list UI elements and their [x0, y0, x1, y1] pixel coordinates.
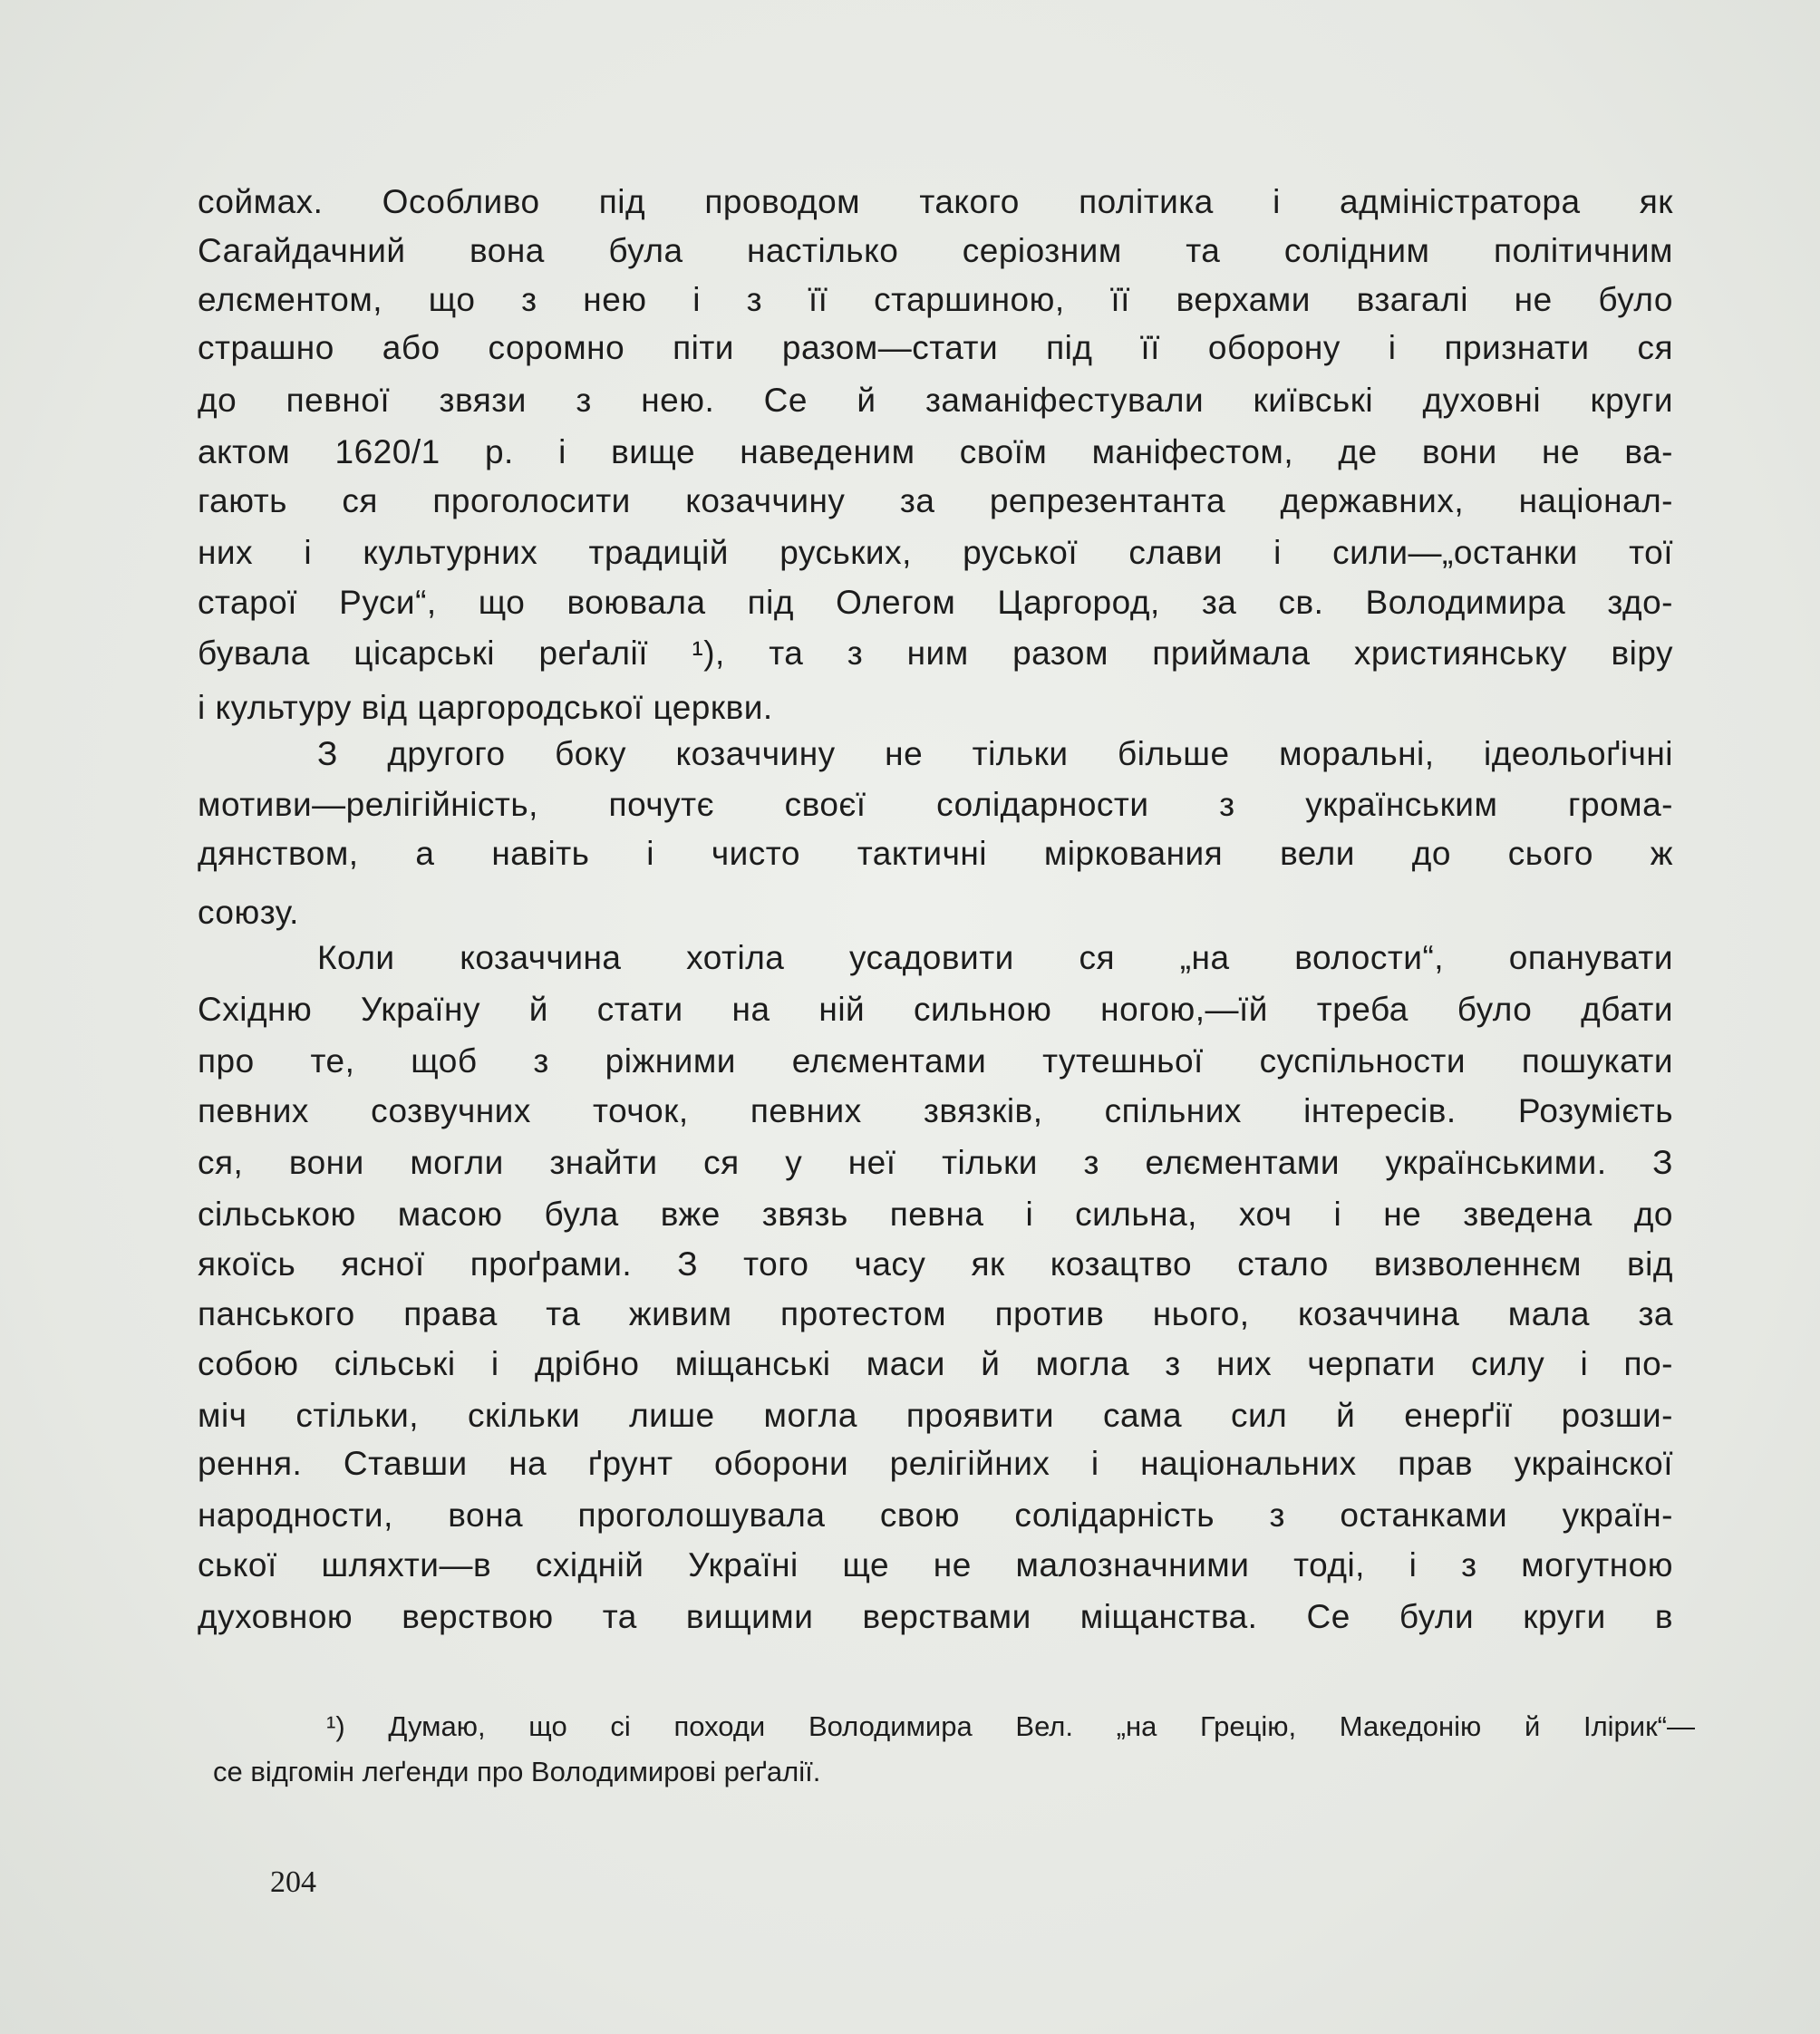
footnote-line: се відгомін леґенди про Володимирові реґалії.: [213, 1756, 821, 1787]
text-line: соймах. Особливо під проводом такого політика і адміністратора як: [198, 183, 1673, 220]
text-line: міч стільки, скільки лише могла проявити сама сил й енерґії розши-: [198, 1397, 1673, 1434]
text-line: якоїсь ясної проґрами. З того часу як козацтво стало визволеннєм від: [198, 1245, 1673, 1283]
footnote-line: ¹) Думаю, що сі походи Володимира Вел. „на Грецію, Македонію й Ілірик“—: [326, 1710, 1695, 1742]
text-line: актом 1620/1 р. і вище наведеним своїм маніфестом, де вони не ва-: [198, 433, 1673, 470]
text-line: ської шляхти—в східній Україні ще не малозначними тоді, і з могутною: [198, 1546, 1673, 1584]
text-line: ся, вони могли знайти ся у неї тільки з елєментами українськими. З: [198, 1144, 1673, 1181]
text-line: бувала цісарські реґалії ¹), та з ним разом приймала християнську віру: [198, 634, 1673, 672]
text-line: дянством, а навіть і чисто тактичні міркования вели до сього ж: [198, 835, 1673, 872]
text-line: до певної звязи з нею. Се й заманіфестували київські духовні круги: [198, 382, 1673, 419]
text-line: Сагайдачний вона була настілько серіозним та солідним політичним: [198, 232, 1673, 269]
text-line: Коли козаччина хотіла усадовити ся „на волости“, опанувати: [317, 939, 1673, 976]
text-line: союзу.: [198, 894, 299, 931]
text-line: З другого боку козаччину не тільки більше моральні, ідеольоґічні: [317, 735, 1673, 772]
text-line: елєментом, що з нею і з її старшиною, її верхами взагалі не було: [198, 281, 1673, 318]
text-line: сільською масою була вже звязь певна і сильна, хоч і не зведена до: [198, 1196, 1673, 1233]
page-number: 204: [270, 1865, 316, 1899]
text-line: собою сільські і дрібно міщанські маси й могла з них черпати силу і по-: [198, 1345, 1673, 1382]
text-line: мотиви—релігійність, почутє своєї солідарности з українським грома-: [198, 786, 1673, 823]
text-line: Східню Україну й стати на ній сильною ногою,—їй треба було дбати: [198, 991, 1673, 1028]
text-line: старої Руси“, що воювала під Олегом Царгород, за св. Володимира здо-: [198, 584, 1673, 621]
text-line: певних созвучних точок, певних звязків, спільних інтересів. Розумієть: [198, 1092, 1673, 1129]
text-line: гають ся проголосити козаччину за репрезентанта державних, націонал-: [198, 482, 1673, 519]
text-line: страшно або соромно піти разом—стати під її оборону і признати ся: [198, 329, 1673, 366]
text-line: народности, вона проголошувала свою солідарність з останками україн-: [198, 1496, 1673, 1534]
text-line: духовною верствою та вищими верствами міщанства. Се були круги в: [198, 1598, 1673, 1635]
text-line: і культуру від царгородської церкви.: [198, 689, 773, 726]
text-line: про те, щоб з ріжними елєментами тутешньої суспільности пошукати: [198, 1042, 1673, 1080]
text-line: рення. Ставши на ґрунт оборони релігійних і національних прав украінскої: [198, 1445, 1673, 1482]
text-line: них і культурних традицій руських, руської слави і сили—„останки тої: [198, 534, 1673, 571]
text-line: панського права та живим протестом против нього, козаччина мала за: [198, 1295, 1673, 1332]
